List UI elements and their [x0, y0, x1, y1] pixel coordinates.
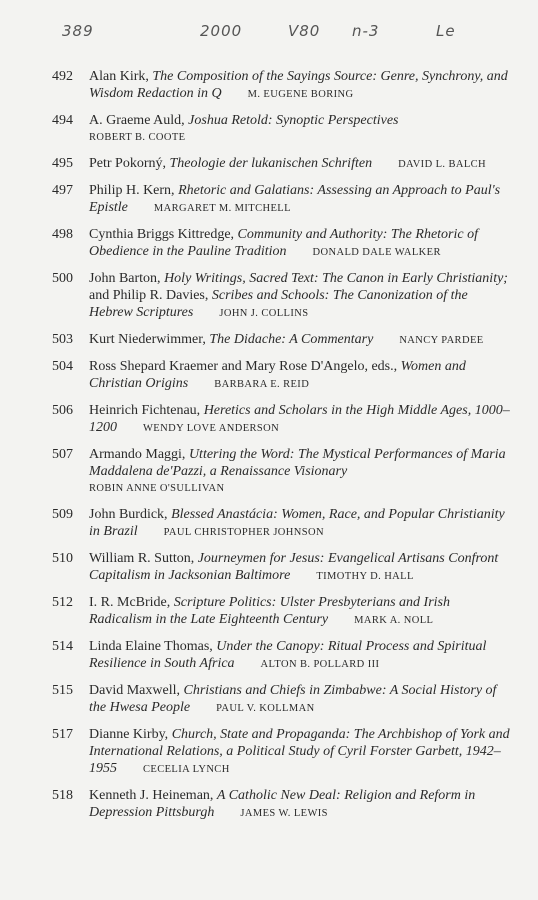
entry-body: [89, 787, 514, 822]
reviewer: DAVID L. BALCH: [398, 159, 487, 170]
reviewer: DONALD DALE WALKER: [312, 247, 441, 258]
entry-body: [89, 550, 514, 585]
review-entry: [52, 155, 514, 173]
entry-body: [89, 682, 514, 717]
review-entry: [52, 182, 514, 217]
author: William R. Sutton,: [89, 551, 198, 566]
review-entry: [52, 112, 514, 146]
review-entry: [52, 270, 514, 322]
entry-body: [89, 358, 514, 393]
reviewer: PAUL V. KOLLMAN: [216, 703, 315, 714]
reviewer: ROBERT B. COOTE: [89, 132, 186, 143]
book-title: Theologie der lukanischen Schriften: [169, 156, 373, 171]
book-review-list: [52, 68, 514, 831]
author: John Barton,: [89, 271, 165, 286]
author: Dianne Kirby,: [89, 727, 172, 742]
page-number: 506: [52, 403, 73, 418]
review-entry: [52, 226, 514, 261]
book-title: The Composition of the Sayings Source: Genre, Synchrony, and Wisdom Redaction in Q: [89, 69, 508, 101]
author: Philip H. Kern,: [89, 183, 179, 198]
book-title: Holy Writings, Sacred Text: The Canon in Early Christianity;: [164, 271, 508, 286]
review-entry: [52, 682, 514, 717]
page-number: 518: [52, 788, 73, 803]
page-number: 495: [52, 156, 73, 171]
reviewer: PAUL CHRISTOPHER JOHNSON: [163, 527, 324, 538]
entry-body: [89, 506, 514, 541]
page-number: 517: [52, 727, 73, 742]
book-title: Rhetoric and Galatians: Assessing an Approach to Paul's Epistle: [89, 183, 501, 215]
book-title: Journeymen for Jesus: Evangelical Artisans Confront Capitalism in Jacksonian Baltimore: [89, 551, 499, 583]
entry-body: [89, 638, 514, 673]
author: Alan Kirk,: [89, 69, 153, 84]
second-author: and Philip R. Davies,: [89, 288, 212, 303]
reviewer: TIMOTHY D. HALL: [316, 571, 414, 582]
author: Cynthia Briggs Kittredge,: [89, 227, 238, 242]
entry-body: [89, 68, 514, 103]
reviewer: MARGARET M. MITCHELL: [153, 203, 291, 214]
book-title: The Didache: A Commentary: [209, 332, 374, 347]
page-number: 497: [52, 183, 73, 198]
author: Linda Elaine Thomas,: [89, 639, 217, 654]
author: Armando Maggi,: [89, 447, 189, 462]
review-entry: [52, 68, 514, 103]
reviewer: JOHN J. COLLINS: [219, 308, 309, 319]
review-entry: [52, 594, 514, 629]
book-title: A Catholic New Deal: Religion and Reform in Depression Pittsburgh: [89, 788, 476, 820]
author: John Burdick,: [89, 507, 172, 522]
page-number: 503: [52, 332, 73, 347]
page-number: 509: [52, 507, 73, 522]
book-title: Joshua Retold: Synoptic Perspectives: [188, 113, 399, 128]
entry-body: [89, 594, 514, 629]
author: David Maxwell,: [89, 683, 184, 698]
reviewer: BARBARA E. REID: [214, 379, 310, 390]
author: Heinrich Fichtenau,: [89, 403, 204, 418]
review-entry: [52, 638, 514, 673]
entry-body: [89, 182, 514, 217]
book-title: Community and Authority: The Rhetoric of Obedience in the Pauline Tradition: [89, 227, 478, 259]
review-entry: [52, 402, 514, 437]
entry-body: [89, 402, 514, 437]
review-entry: [52, 506, 514, 541]
reviewer: ALTON B. POLLARD III: [260, 659, 380, 670]
book-title: Blessed Anastácia: Women, Race, and Popular Christianity in Brazil: [89, 507, 505, 539]
review-entry: [52, 787, 514, 822]
page-number: 507: [52, 447, 73, 462]
author: Ross Shepard Kraemer and Mary Rose D'Angelo, eds.,: [89, 359, 401, 374]
handwritten-note: Le: [436, 22, 456, 40]
review-entry: [52, 331, 514, 349]
reviewer: WENDY LOVE ANDERSON: [143, 423, 280, 434]
reviewer: NANCY PARDEE: [399, 335, 484, 346]
entry-body: [89, 331, 514, 349]
reviewer: MARK A. NOLL: [354, 615, 434, 626]
reviewer: CECELIA LYNCH: [143, 764, 230, 775]
entry-body: [89, 726, 514, 778]
reviewer: JAMES W. LEWIS: [240, 808, 328, 819]
handwritten-note: 2000: [200, 22, 243, 40]
page-number: 514: [52, 639, 73, 654]
second-book-title: Scribes and Schools: The Canonization of the Hebrew Scriptures: [89, 288, 468, 320]
reviewer: M. EUGENE BORING: [247, 89, 354, 100]
page-number: 500: [52, 271, 73, 286]
book-title: Church, State and Propaganda: The Archbishop of York and International Relations, a Political Study of Cyril Forster Garbett, 1942–1955: [89, 727, 510, 776]
author: Kurt Niederwimmer,: [89, 332, 210, 347]
page-number: 492: [52, 69, 73, 84]
page-number: 494: [52, 113, 73, 128]
entry-body: [89, 226, 514, 261]
page-number: 498: [52, 227, 73, 242]
book-title: Uttering the Word: The Mystical Performances of Maria Maddalena de'Pazzi, a Renaissance Visionary: [89, 447, 506, 479]
book-title: Scripture Politics: Ulster Presbyterians and Irish Radicalism in the Late Eighteenth Century: [89, 595, 450, 627]
handwritten-note: 389: [62, 22, 94, 40]
book-title: Christians and Chiefs in Zimbabwe: A Social History of the Hwesa People: [89, 683, 497, 715]
author: A. Graeme Auld,: [89, 113, 189, 128]
entry-body: [89, 446, 514, 497]
page-number: 504: [52, 359, 73, 374]
handwritten-note: n-3: [352, 22, 380, 40]
book-title: Women and Christian Origins: [89, 359, 466, 391]
review-entry: [52, 358, 514, 393]
page-number: 510: [52, 551, 73, 566]
book-title: Under the Canopy: Ritual Process and Spiritual Resilience in South Africa: [89, 639, 487, 671]
book-title: Heretics and Scholars in the High Middle Ages, 1000–1200: [89, 403, 510, 435]
author: Petr Pokorný,: [89, 156, 170, 171]
entry-body: [89, 270, 514, 322]
review-entry: [52, 550, 514, 585]
page-number: 512: [52, 595, 73, 610]
page-number: 515: [52, 683, 73, 698]
reviewer: ROBIN ANNE O'SULLIVAN: [89, 483, 225, 494]
entry-body: [89, 112, 514, 146]
review-entry: [52, 446, 514, 497]
review-entry: [52, 726, 514, 778]
author: I. R. McBride,: [89, 595, 174, 610]
handwritten-note: V80: [288, 22, 321, 40]
author: Kenneth J. Heineman,: [89, 788, 217, 803]
entry-body: [89, 155, 514, 173]
